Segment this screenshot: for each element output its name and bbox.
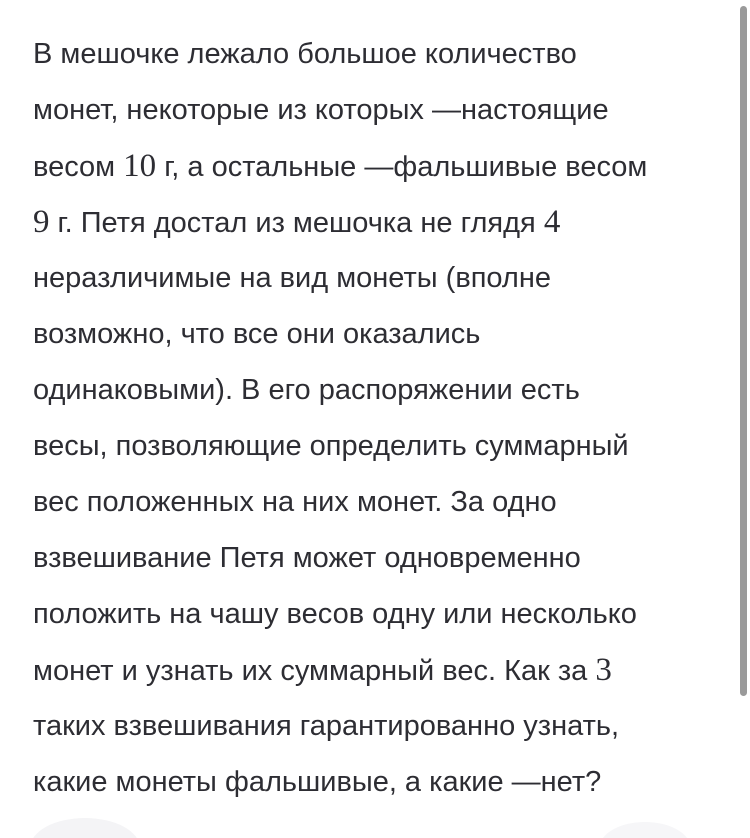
text-line: неразличимые на вид монеты (вполне (33, 262, 551, 294)
text-line: монет, некоторые из которых —настоящие (33, 94, 609, 126)
text-fragment: монет и узнать их суммарный вес. Как за (33, 655, 596, 687)
text-line: положить на чашу весов одну или несколько (33, 598, 637, 630)
text-line: вес положенных на них монет. За одно (33, 486, 557, 518)
math-number: 10 (123, 148, 157, 184)
problem-text (33, 34, 713, 818)
text-fragment: г, а остальные —фальшивые весом (156, 151, 648, 183)
text-line: возможно, что все они оказались (33, 318, 481, 350)
text-line: весы, позволяющие определить суммарный (33, 430, 629, 462)
text-line (33, 202, 713, 258)
text-line: какие монеты фальшивые, а какие —нет? (33, 766, 602, 798)
math-number: 4 (543, 204, 561, 240)
bottom-decoration (30, 818, 140, 838)
math-number: 9 (33, 204, 50, 240)
scrollbar[interactable] (740, 6, 747, 696)
math-number: 3 (595, 652, 612, 688)
text-line (33, 146, 713, 202)
text-line: В мешочке лежало большое количество (33, 38, 577, 70)
bottom-decoration (600, 822, 690, 838)
text-fragment: г. Петя достал из мешочка не глядя (49, 207, 544, 239)
text-fragment: весом (33, 151, 124, 183)
text-line: взвешивание Петя может одновременно (33, 542, 581, 574)
text-line (33, 650, 713, 706)
text-line: таких взвешивания гарантированно узнать, (33, 710, 620, 742)
text-line: одинаковыми). В его распоряжении есть (33, 374, 580, 406)
